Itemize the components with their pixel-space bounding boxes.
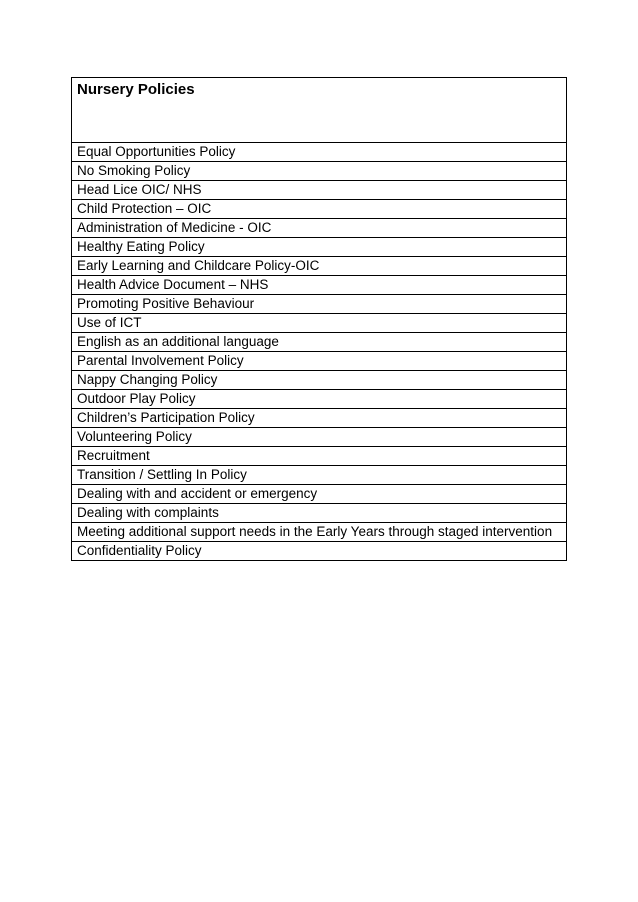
table-row <box>72 523 567 542</box>
table-row <box>72 219 567 238</box>
table-row <box>72 143 567 162</box>
policy-cell: Dealing with complaints <box>72 504 567 523</box>
policy-cell: Healthy Eating Policy <box>72 238 567 257</box>
policy-cell: Outdoor Play Policy <box>72 390 567 409</box>
policy-cell: Child Protection – OIC <box>72 200 567 219</box>
policy-cell: Transition / Settling In Policy <box>72 466 567 485</box>
policy-cell: Meeting additional support needs in the Early Years through staged intervention <box>72 523 567 542</box>
table-row <box>72 257 567 276</box>
table-row <box>72 238 567 257</box>
policy-cell: Volunteering Policy <box>72 428 567 447</box>
table-row <box>72 352 567 371</box>
table-row <box>72 314 567 333</box>
table-row <box>72 485 567 504</box>
policy-cell: Early Learning and Childcare Policy-OIC <box>72 257 567 276</box>
policy-cell: Nappy Changing Policy <box>72 371 567 390</box>
policy-cell: Administration of Medicine - OIC <box>72 219 567 238</box>
policy-cell: Children’s Participation Policy <box>72 409 567 428</box>
table-row <box>72 371 567 390</box>
table-row <box>72 390 567 409</box>
policy-cell: English as an additional language <box>72 333 567 352</box>
table-row <box>72 276 567 295</box>
policy-cell: Health Advice Document – NHS <box>72 276 567 295</box>
table-row <box>72 295 567 314</box>
policy-cell: Confidentiality Policy <box>72 542 567 561</box>
table-row <box>72 181 567 200</box>
policy-cell: Promoting Positive Behaviour <box>72 295 567 314</box>
table-row <box>72 409 567 428</box>
table-row <box>72 542 567 561</box>
policy-cell: Dealing with and accident or emergency <box>72 485 567 504</box>
policy-cell: Parental Involvement Policy <box>72 352 567 371</box>
table-row <box>72 200 567 219</box>
table-row <box>72 428 567 447</box>
policy-cell: Use of ICT <box>72 314 567 333</box>
table-row <box>72 162 567 181</box>
policy-cell: Recruitment <box>72 447 567 466</box>
policy-cell: Head Lice OIC/ NHS <box>72 181 567 200</box>
table-row <box>72 333 567 352</box>
table-header-row <box>72 78 567 143</box>
table-row <box>72 447 567 466</box>
table-row <box>72 466 567 485</box>
policy-cell: No Smoking Policy <box>72 162 567 181</box>
policy-cell: Equal Opportunities Policy <box>72 143 567 162</box>
table-row <box>72 504 567 523</box>
policy-table <box>71 77 567 561</box>
table-title: Nursery Policies <box>72 78 567 143</box>
